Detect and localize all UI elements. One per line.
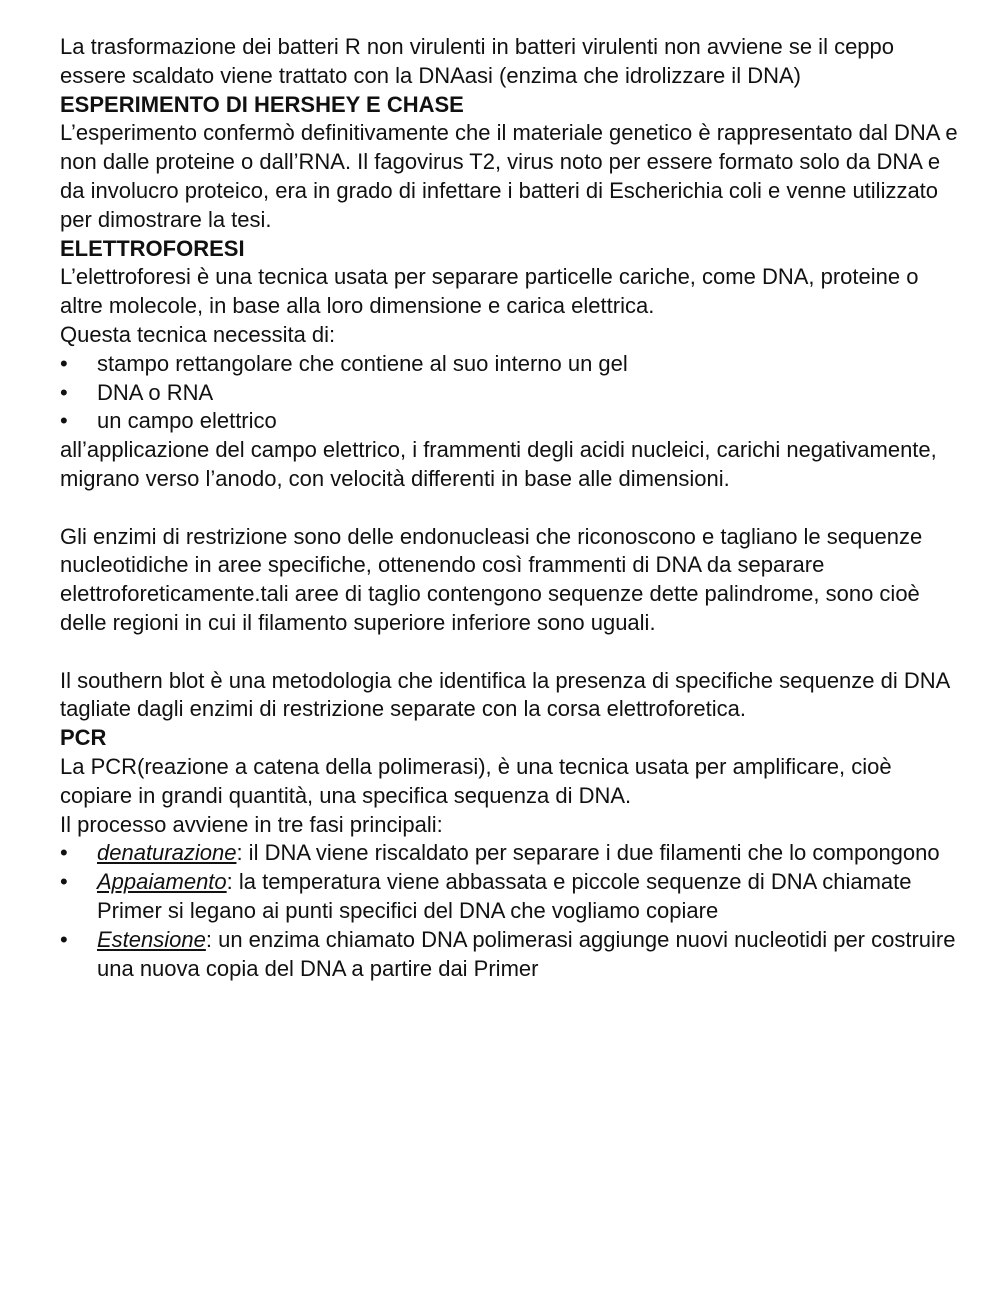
blank-line — [60, 494, 960, 523]
hershey-heading: ESPERIMENTO DI HERSHEY E CHASE — [60, 91, 464, 117]
restrizione-paragraph: Gli enzimi di restrizione sono delle endonucleasi che riconoscono e tagliano le sequenze nucleotidiche in aree specifiche, ottenendo così frammenti di DNA da separare elettroforeticamente.tali aree di taglio contengono sequenze dette palindrome, sono cioè delle regioni in cui il filamento superiore inferiore sono uguali. — [60, 523, 923, 635]
phase-term: denaturazione — [97, 840, 237, 866]
list-item — [60, 379, 960, 408]
intro-paragraph: La trasformazione dei batteri R non virulenti in batteri virulenti non avviene se il ceppo essere scaldato viene trattato con la DNAasi (enzima che idrolizzare il DNA) — [60, 34, 895, 88]
list-item-text: stampo rettangolare che contiene al suo interno un gel — [97, 350, 628, 376]
phases-intro: Il processo avviene in tre fasi principali: — [60, 811, 443, 837]
bullet-icon: • — [60, 379, 68, 405]
list-item-text: DNA o RNA — [97, 379, 214, 405]
bullet-icon: • — [60, 926, 68, 952]
list-item — [60, 868, 960, 926]
hershey-paragraph: L’esperimento confermò definitivamente che il materiale genetico è rappresentato dal DNA e non dalle proteine o dall’RNA. Il fagovirus T2, virus noto per essere formato solo da DNA e da involucro proteico, era in grado di infettare i batteri di Escherichia coli e venne utilizzato per dimostrare la tesi. — [60, 120, 958, 232]
phase-term: Appaiamento — [97, 869, 227, 895]
pcr-heading: PCR — [60, 725, 107, 751]
list-item — [60, 926, 960, 984]
phase-desc: : un enzima chiamato DNA polimerasi aggiunge nuovi nucleotidi per costruire una nuova copia del DNA a partire dai Primer — [97, 926, 956, 981]
list-item-text: un campo elettrico — [97, 408, 277, 434]
phase-term: Estensione — [97, 926, 206, 952]
pcr-paragraph: La PCR(reazione a catena della polimerasi), è una tecnica usata per amplificare, cioè copiare in grandi quantità, una specifica sequenza di DNA. — [60, 753, 892, 808]
bullet-icon: • — [60, 869, 68, 895]
elettroforesi-after-paragraph: all’applicazione del campo elettrico, i frammenti degli acidi nucleici, carichi negativamente, migrano verso l’anodo, con velocità differenti in base alle dimensioni. — [60, 437, 937, 491]
southern-paragraph: Il southern blot è una metodologia che identifica la presenza di specifiche sequenze di DNA tagliate dagli enzimi di restrizione separate con la corsa elettroforetica. — [60, 667, 950, 722]
bullet-icon: • — [60, 840, 68, 866]
requirements-intro: Questa tecnica necessita di: — [60, 321, 336, 347]
document-page — [60, 33, 960, 983]
phases-list — [60, 839, 960, 983]
bullet-icon: • — [60, 408, 68, 434]
list-item — [60, 350, 960, 379]
blank-line — [60, 638, 960, 667]
elettroforesi-heading: ELETTROFORESI — [60, 235, 245, 261]
elettroforesi-paragraph: L’elettroforesi è una tecnica usata per separare particelle cariche, come DNA, proteine o altre molecole, in base alla loro dimensione e carica elettrica. — [60, 264, 919, 319]
list-item — [60, 407, 960, 436]
phase-desc: : il DNA viene riscaldato per separare i due filamenti che lo compongono — [236, 840, 940, 866]
list-item — [60, 839, 960, 868]
requirements-list — [60, 350, 960, 436]
bullet-icon: • — [60, 350, 68, 376]
phase-desc: : la temperatura viene abbassata e piccole sequenze di DNA chiamate Primer si legano ai punti specifici del DNA che vogliamo copiare — [97, 869, 912, 923]
